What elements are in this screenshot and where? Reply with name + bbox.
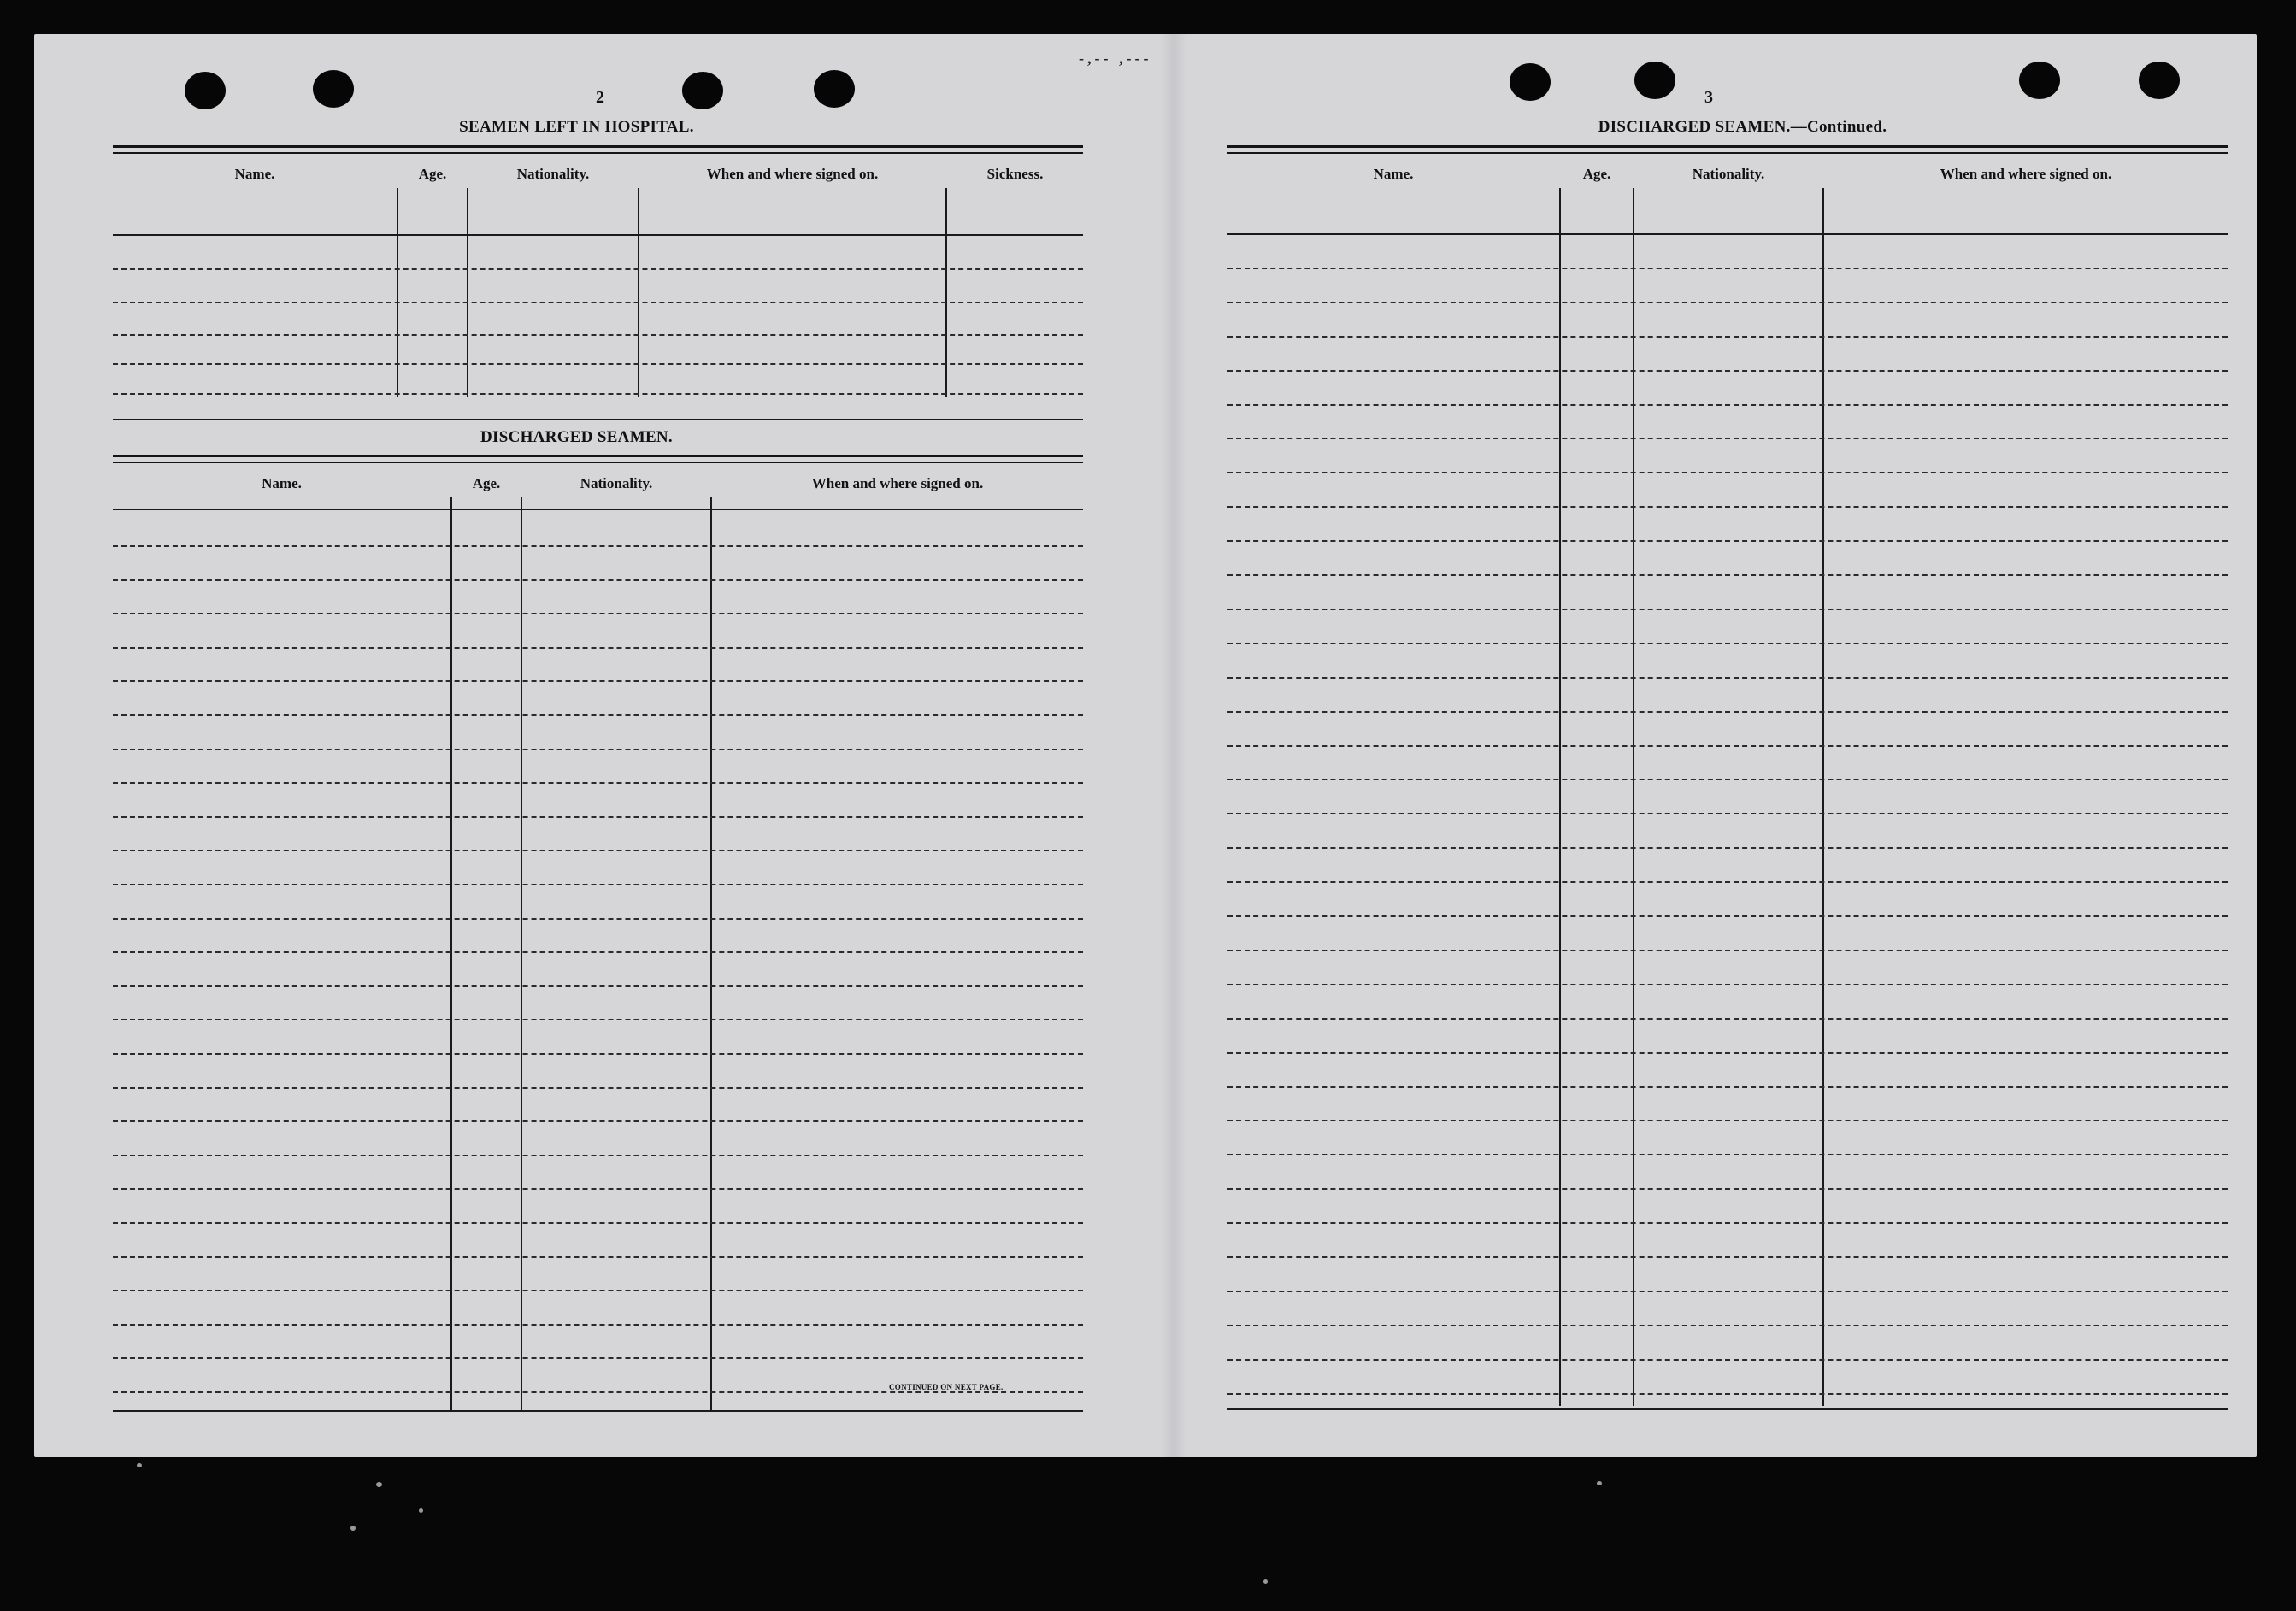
ruled-row-line	[113, 1357, 1083, 1359]
ruled-row-line	[1227, 677, 2228, 679]
ruled-row-line	[1227, 847, 2228, 849]
ruled-row-line	[113, 1222, 1083, 1224]
punch-hole	[682, 72, 723, 109]
ruled-row-line	[113, 545, 1083, 547]
ruled-row-line	[1227, 1052, 2228, 1054]
ruled-row-line	[1227, 779, 2228, 780]
punch-hole	[814, 70, 855, 108]
ruled-row-line	[113, 647, 1083, 649]
hospital-col-sickness: Sickness.	[986, 166, 1044, 182]
ruled-row-line	[113, 749, 1083, 750]
ruled-row-line	[1227, 1222, 2228, 1224]
speck	[1597, 1481, 1602, 1485]
discharged-col-name: Name.	[262, 475, 302, 491]
ruled-row-line	[1227, 1325, 2228, 1326]
page-number-right: 3	[1704, 88, 1713, 107]
ruled-row-line	[113, 680, 1083, 682]
hospital-table	[113, 145, 1083, 426]
ruled-row-line	[113, 1087, 1083, 1089]
ruled-row-line	[1227, 404, 2228, 406]
punch-hole	[1634, 62, 1675, 99]
ruled-row-line	[1227, 609, 2228, 610]
ruled-row-line	[113, 1188, 1083, 1190]
punch-hole	[313, 70, 354, 108]
speck	[376, 1482, 382, 1487]
ruled-row-line	[1227, 1018, 2228, 1020]
punch-hole	[185, 72, 226, 109]
punch-hole	[2019, 62, 2060, 99]
ruled-row-line	[1227, 1086, 2228, 1088]
ruled-row-line	[113, 816, 1083, 818]
ruled-row-line	[1227, 1120, 2228, 1121]
ruled-row-line	[113, 951, 1083, 953]
ruled-row-line	[1227, 268, 2228, 269]
continued-col-name: Name.	[1373, 166, 1414, 182]
ruled-row-line	[1227, 540, 2228, 542]
discharged-col-age: Age.	[472, 475, 501, 491]
ruled-row-line	[1227, 1154, 2228, 1155]
punch-hole	[1510, 63, 1551, 101]
hospital-col-nationality: Nationality.	[516, 166, 590, 182]
ruled-row-line	[113, 613, 1083, 614]
speck	[1263, 1579, 1268, 1584]
ruled-row-line	[1227, 1291, 2228, 1292]
ruled-row-line	[113, 579, 1083, 581]
ruled-row-line	[1227, 915, 2228, 917]
ruled-row-line	[113, 1391, 1083, 1393]
ruled-row-line	[1227, 1256, 2228, 1258]
ruled-row-line	[113, 1290, 1083, 1291]
ruled-row-line	[1227, 745, 2228, 747]
ruled-row-line	[113, 884, 1083, 885]
ruled-row-line	[1227, 950, 2228, 951]
punch-hole	[2139, 62, 2180, 99]
ruled-row-line	[1227, 643, 2228, 644]
document-sheet	[34, 34, 2257, 1457]
discharged-col-signed-on: When and where signed on.	[811, 475, 984, 491]
ruled-row-line	[113, 985, 1083, 987]
ruled-row-line	[1227, 813, 2228, 814]
ruled-row-line	[113, 1256, 1083, 1258]
ruled-row-line	[1227, 472, 2228, 473]
discharged-col-nationality: Nationality.	[580, 475, 653, 491]
ruled-row-line	[113, 1120, 1083, 1122]
ruled-row-line	[113, 714, 1083, 716]
ruled-row-line	[1227, 984, 2228, 985]
hospital-title: SEAMEN LEFT IN HOSPITAL.	[459, 118, 694, 136]
header-marks: -,-- ,---	[1079, 50, 1152, 67]
hospital-col-name: Name.	[234, 166, 275, 182]
hospital-col-signed-on: When and where signed on.	[706, 166, 879, 182]
ruled-row-line	[1227, 506, 2228, 508]
continued-footer: CONTINUED ON NEXT PAGE.	[889, 1383, 1004, 1391]
ruled-row-line	[1227, 881, 2228, 883]
page-number-left: 2	[596, 88, 604, 107]
ruled-row-line	[113, 1019, 1083, 1020]
ruled-row-line	[1227, 711, 2228, 713]
continued-col-nationality: Nationality.	[1692, 166, 1765, 182]
ruled-row-line	[1227, 574, 2228, 576]
ruled-row-line	[1227, 302, 2228, 303]
ruled-row-line	[1227, 336, 2228, 338]
ruled-row-line	[113, 1053, 1083, 1055]
ruled-row-line	[113, 918, 1083, 920]
continued-col-age: Age.	[1582, 166, 1611, 182]
speck	[137, 1463, 142, 1467]
ruled-row-line	[1227, 1393, 2228, 1395]
speck	[350, 1526, 356, 1531]
discharged-title: DISCHARGED SEAMEN.	[480, 428, 673, 446]
ruled-row-line	[113, 850, 1083, 851]
center-fold	[1161, 34, 1186, 1457]
continued-col-signed-on: When and where signed on.	[1940, 166, 2112, 182]
discharged-continued-table	[1227, 145, 2228, 1410]
ruled-row-line	[1227, 370, 2228, 372]
ruled-row-line	[113, 1324, 1083, 1326]
discharged-continued-title: DISCHARGED SEAMEN.—Continued.	[1598, 118, 1887, 136]
ruled-row-line	[113, 1155, 1083, 1156]
hospital-col-age: Age.	[418, 166, 447, 182]
discharged-table	[113, 455, 1083, 1378]
ruled-row-line	[1227, 1359, 2228, 1361]
ruled-row-line	[1227, 438, 2228, 439]
speck	[419, 1508, 423, 1513]
ruled-row-line	[113, 782, 1083, 784]
ruled-row-line	[1227, 1188, 2228, 1190]
